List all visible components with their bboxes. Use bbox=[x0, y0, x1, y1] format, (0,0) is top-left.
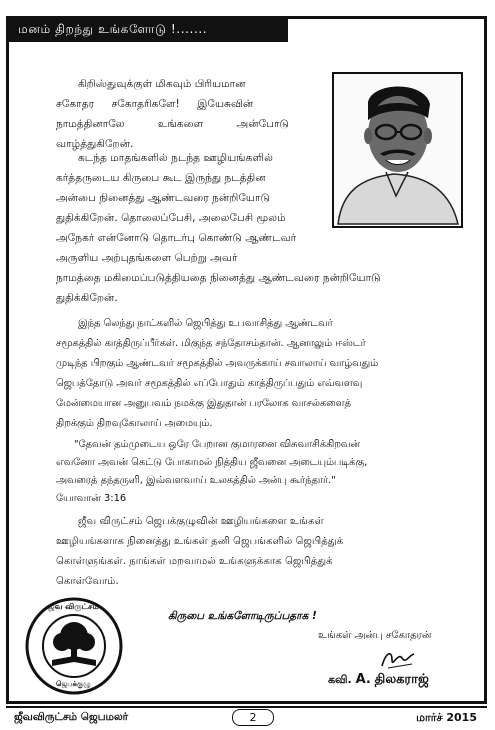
closing-text: உங்கள் அன்பு சகோதரன் bbox=[318, 630, 432, 641]
text-line: திறக்கும் திறவுகோலாய் அமையும். bbox=[56, 418, 213, 429]
prayer-group-logo bbox=[22, 596, 126, 696]
greeting-paragraph bbox=[56, 74, 289, 154]
text-line: கடந்த மாதங்களில் நடந்த ஊழியங்களில் bbox=[78, 152, 273, 164]
text-line: நாமத்தினாலே உங்களை அன்போடு bbox=[56, 118, 289, 130]
text-line: ஜீவ விருட்சம் ஜெபக்குழுவின் ஊழியங்களை உங்கள் bbox=[78, 516, 324, 527]
text-line: சகோதர சகோதரிகளே! இயேசுவின் bbox=[56, 98, 254, 110]
author-initial: A. bbox=[355, 672, 371, 687]
header-title: மனம் திறந்து உங்களோடு !....... bbox=[18, 22, 208, 36]
prayer-request-paragraph bbox=[56, 512, 343, 592]
blessing-text: கிருபை உங்களோடிருப்பதாக ! bbox=[168, 610, 317, 622]
author-prefix: கவி. bbox=[328, 673, 352, 686]
page-footer bbox=[6, 706, 487, 728]
author-surname: திலகராஜ் bbox=[374, 672, 429, 687]
text-line: மேன்மையான அனுபவம் நமக்கு இதுதான் பரலோக வாசல்களைத் bbox=[56, 398, 351, 409]
handwritten-signature bbox=[378, 648, 418, 672]
magazine-name: ஜீவவிருட்சம் ஜெபமலர் bbox=[14, 711, 129, 723]
text-line: கொள்வோம். bbox=[56, 576, 119, 587]
text-line: இந்த லெந்து நாட்களில் ஜெபித்து உபவாசித்து ஆண்டவர் bbox=[78, 318, 333, 329]
lent-paragraph bbox=[56, 314, 378, 434]
issue-month: மார்ச் bbox=[416, 711, 443, 724]
signature-block bbox=[168, 610, 468, 690]
text-line: ஊழியங்களாக நினைத்து உங்கள் தனி ஜெபங்களில் ஜெபித்துக் bbox=[56, 536, 344, 547]
text-line: எவனோ அவன் கெட்டு போகாமல் நித்திய ஜீவனை அடையும்படிக்கு, bbox=[56, 457, 368, 468]
text-line: அநேகர் என்னோடு தொடர்பு கொண்டு ஆண்டவர் bbox=[56, 232, 297, 244]
text-line: "தேவன் தம்முடைய ஒரே பேறான குமாரனை விசுவாசிக்கிறவன் bbox=[74, 439, 360, 450]
bible-verse-quote bbox=[56, 436, 367, 508]
text-line: சமூகத்தில் காத்திருப்பீர்கள். மிகுந்த சந்தோசம்தான். ஆனாலும் ஈஸ்டர் bbox=[56, 338, 366, 349]
text-line: அவரைத் தந்தருளி, இவ்வளவாய் உலகத்தில் அன்பு கூர்ந்தார்." bbox=[56, 475, 336, 486]
page-number: 2 bbox=[232, 709, 274, 726]
issue-year: 2015 bbox=[446, 711, 477, 724]
issue-date bbox=[416, 711, 477, 726]
text-line: கிறிஸ்துவுக்குள் மிகவும் பிரியமான bbox=[78, 78, 246, 90]
verse-reference: யோவான் 3:16 bbox=[56, 493, 127, 504]
text-line: துதிக்கிறேன். bbox=[56, 292, 118, 304]
text-line: துதிக்கிறேன். தொலைப்பேசி, அலைபேசி மூலம் bbox=[56, 212, 286, 224]
text-line: அன்பை நினைத்து ஆண்டவரை நன்றியோடு bbox=[56, 192, 270, 204]
logo-top-text: ஜீவ விருட்சம் bbox=[48, 602, 99, 611]
text-line: கொள்ளுங்கள். நாங்கள் மறவாமல் உங்களுக்காக ஜெபித்துக் bbox=[56, 556, 333, 567]
text-line: ஜெபத்தோடு அவர் சமூகத்தில் எப்போதும் காத்திருப்பதும் எவ்வளவு bbox=[56, 378, 363, 389]
text-line: நாமத்தை மகிமைப்படுத்தியதை நினைத்து ஆண்டவரை நன்றியோடு bbox=[56, 272, 381, 284]
text-line: கர்த்தருடைய கிருபை கூட இருந்து நடத்தின bbox=[56, 172, 266, 184]
logo-bottom-text: ஜெபக்குழு bbox=[56, 680, 91, 688]
header-banner bbox=[8, 18, 288, 42]
ministry-paragraph bbox=[56, 148, 381, 308]
text-line: வாழ்த்துகிறேன். bbox=[56, 138, 134, 150]
author-name bbox=[328, 672, 429, 688]
text-line: முடிந்த பிறகும் ஆண்டவர் சமூகத்தில் அவருக்காய் சவாலாய் வாழ்வதும் bbox=[56, 358, 379, 369]
text-line: அருளிய அற்புதங்களை பெற்று அவர் bbox=[56, 252, 238, 264]
